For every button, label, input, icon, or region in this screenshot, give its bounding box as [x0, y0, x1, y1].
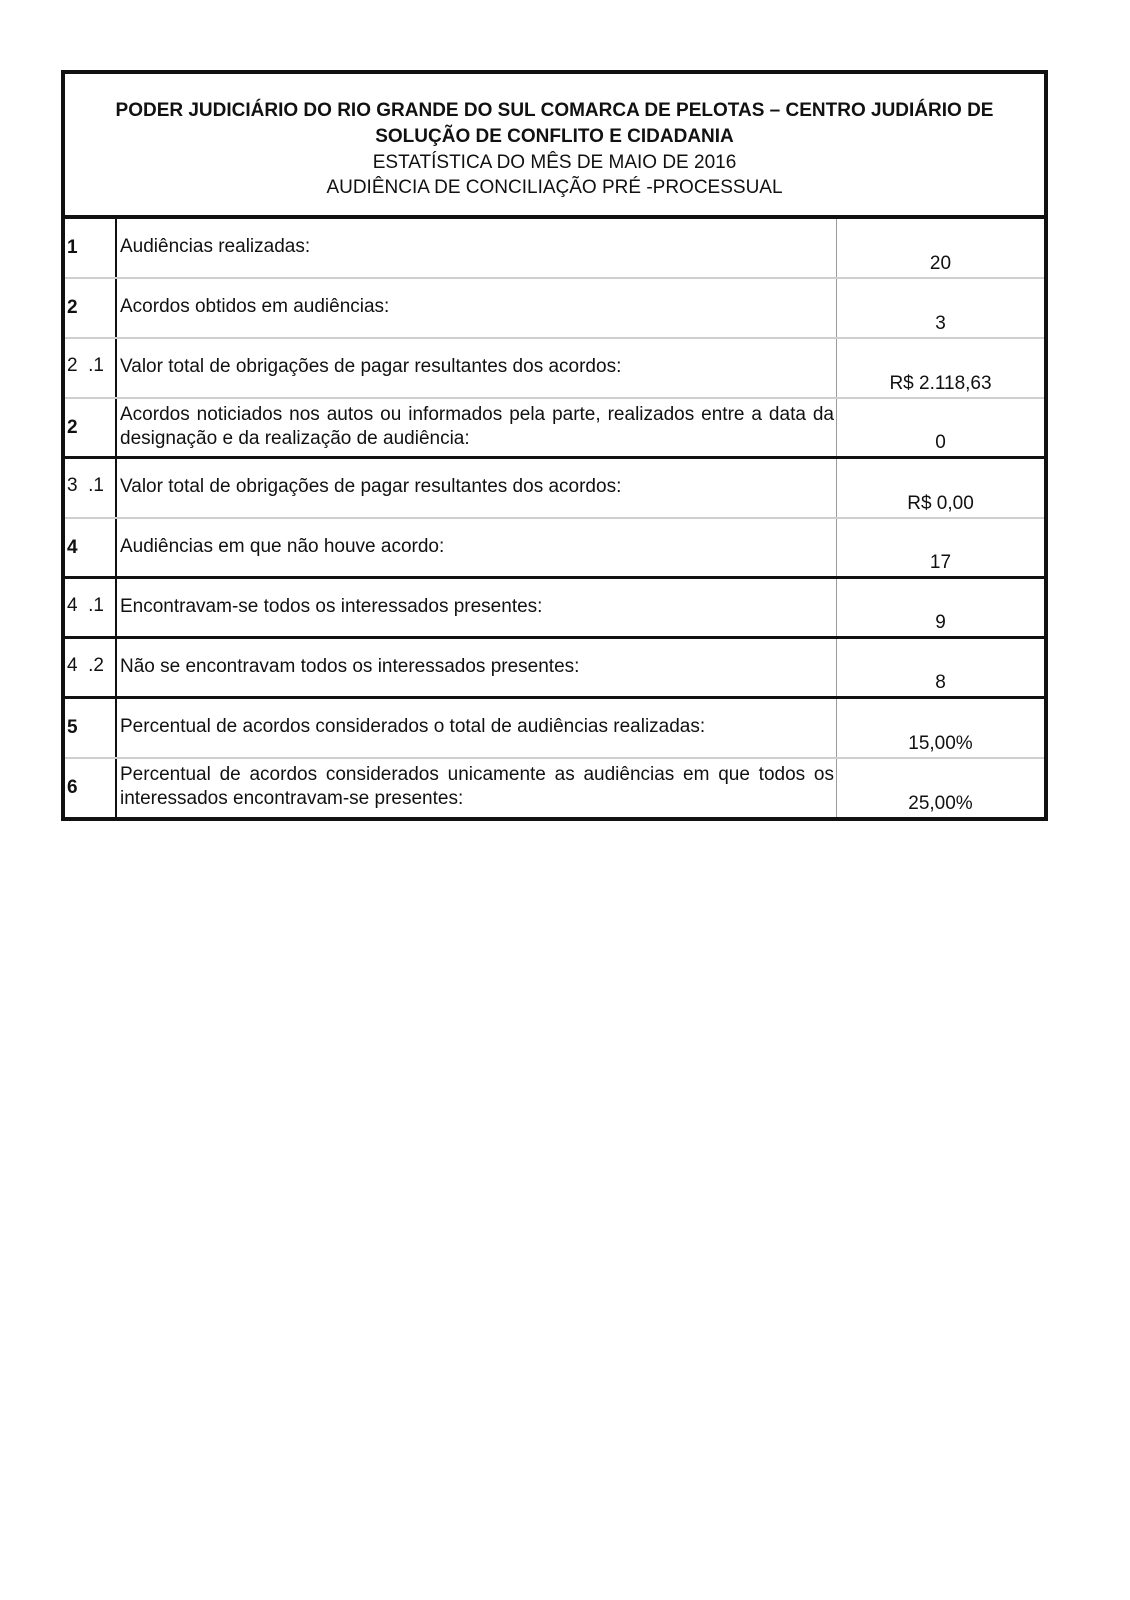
- row-value: R$ 0,00: [907, 493, 974, 514]
- row-value: R$ 2.118,63: [889, 373, 992, 394]
- document-title: PODER JUDICIÁRIO DO RIO GRANDE DO SUL COMARCA DE PELOTAS – CENTRO JUDIÁRIO DE SOLUÇÃO DE CONFLITO E CIDADANIA: [115, 100, 994, 147]
- row-label: Valor total de obrigações de pagar resultantes dos acordos:: [117, 459, 837, 517]
- statistics-table: [61, 70, 1048, 821]
- row-label: Audiências em que não houve acordo:: [117, 519, 837, 576]
- row-value: 20: [929, 253, 952, 274]
- table-row: [65, 519, 1044, 579]
- table-header: [65, 74, 1044, 219]
- row-label: Audiências realizadas:: [117, 219, 837, 277]
- table-row: [65, 639, 1044, 699]
- row-value: 9: [935, 612, 946, 633]
- table-row: [65, 459, 1044, 519]
- table-row: [65, 279, 1044, 339]
- row-value: 15,00%: [908, 733, 973, 754]
- row-label: Valor total de obrigações de pagar resultantes dos acordos:: [117, 339, 837, 397]
- row-value: 3: [935, 313, 946, 334]
- row-label: Encontravam-se todos os interessados presentes:: [117, 579, 837, 636]
- row-number: 2: [65, 279, 117, 337]
- row-number: 2: [65, 399, 117, 456]
- row-value: 25,00%: [908, 793, 973, 814]
- row-number: 5: [65, 699, 117, 757]
- row-number: 3 .1: [65, 459, 117, 517]
- row-number: 6: [65, 759, 117, 817]
- table-row: [65, 339, 1044, 399]
- table-row: [65, 579, 1044, 639]
- row-label: Percentual de acordos considerados o total de audiências realizadas:: [117, 699, 837, 757]
- row-label: Acordos obtidos em audiências:: [117, 279, 837, 337]
- table-row: [65, 219, 1044, 279]
- row-number: 4 .1: [65, 579, 117, 636]
- statistics-period: ESTATÍSTICA DO MÊS DE MAIO DE 2016: [372, 152, 737, 173]
- row-number: 2 .1: [65, 339, 117, 397]
- row-value: 0: [935, 432, 946, 453]
- row-number: 4 .2: [65, 639, 117, 696]
- row-label: Não se encontravam todos os interessados presentes:: [117, 639, 837, 696]
- table-row: [65, 399, 1044, 459]
- row-label: Percentual de acordos considerados unicamente as audiências em que todos os interessados encontravam-se presentes:: [117, 759, 837, 817]
- row-number: 4: [65, 519, 117, 576]
- row-label: Acordos noticiados nos autos ou informados pela parte, realizados entre a data da designação e da realização de audiência:: [117, 399, 837, 456]
- row-number: 1: [65, 219, 117, 277]
- row-value: 8: [935, 672, 946, 693]
- row-value: 17: [929, 552, 952, 573]
- hearing-type: AUDIÊNCIA DE CONCILIAÇÃO PRÉ -PROCESSUAL: [326, 177, 783, 198]
- table-row: [65, 759, 1044, 817]
- table-row: [65, 699, 1044, 759]
